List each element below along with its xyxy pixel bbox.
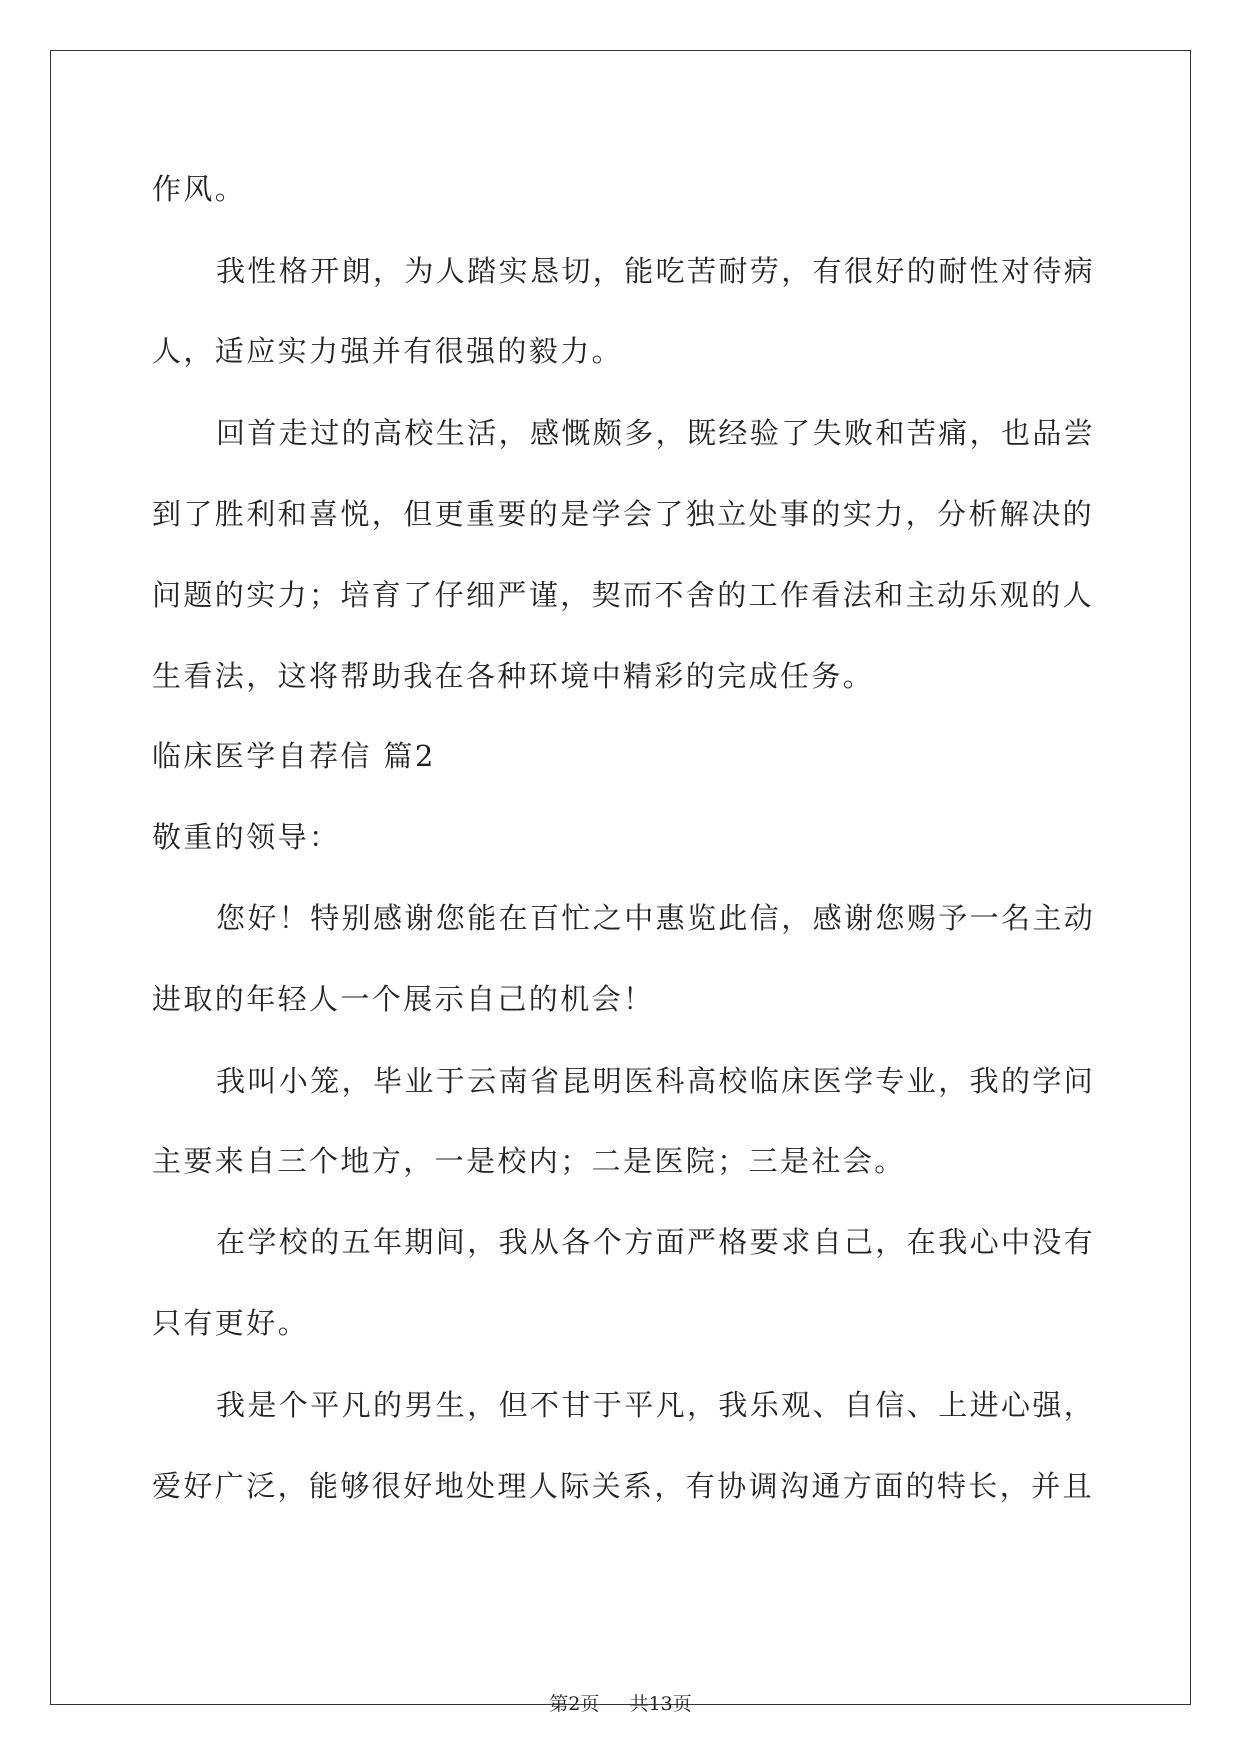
section-heading: 临床医学自荐信 篇2 [152,739,436,773]
page-separator [605,1693,623,1715]
paragraph-line: 只有更好。 [152,1306,310,1340]
paragraph-line: 人，适应实力强并有很强的毅力。 [152,334,624,368]
salutation: 敬重的领导： [152,820,341,854]
total-pages: 共13页 [629,1693,692,1715]
page-border [50,50,1191,1705]
paragraph-line: 您好！特别感谢您能在百忙之中惠览此信，感谢您赐予一名主动 [216,901,1096,935]
paragraph-line: 主要来自三个地方，一是校内；二是医院；三是社会。 [152,1144,906,1178]
paragraph-line: 作风。 [152,172,247,206]
paragraph-line: 爱好广泛，能够很好地处理人际关系，有协调沟通方面的特长，并且 [152,1469,1095,1503]
paragraph-line: 在学校的五年期间，我从各个方面严格要求自己，在我心中没有 [216,1225,1096,1259]
paragraph-line: 回首走过的高校生活，感慨颇多，既经验了失败和苦痛，也品尝 [216,416,1096,450]
paragraph-line: 问题的实力；培育了仔细严谨，契而不舍的工作看法和主动乐观的人 [152,578,1095,612]
paragraph-line: 我叫小笼，毕业于云南省昆明医科高校临床医学专业，我的学问 [216,1064,1096,1098]
page-number: 第2页 [549,1693,600,1715]
paragraph-line: 我性格开朗，为人踏实恳切，能吃苦耐劳，有很好的耐性对待病 [216,254,1096,288]
paragraph-line: 我是个平凡的男生，但不甘于平凡，我乐观、自信、上进心强， [216,1388,1096,1422]
paragraph-line: 生看法，这将帮助我在各种环境中精彩的完成任务。 [152,659,875,693]
page-footer [0,1692,1241,1716]
paragraph-line: 到了胜利和喜悦，但更重要的是学会了独立处事的实力，分析解决的 [152,497,1095,531]
paragraph-line: 进取的年轻人一个展示自己的机会！ [152,982,655,1016]
